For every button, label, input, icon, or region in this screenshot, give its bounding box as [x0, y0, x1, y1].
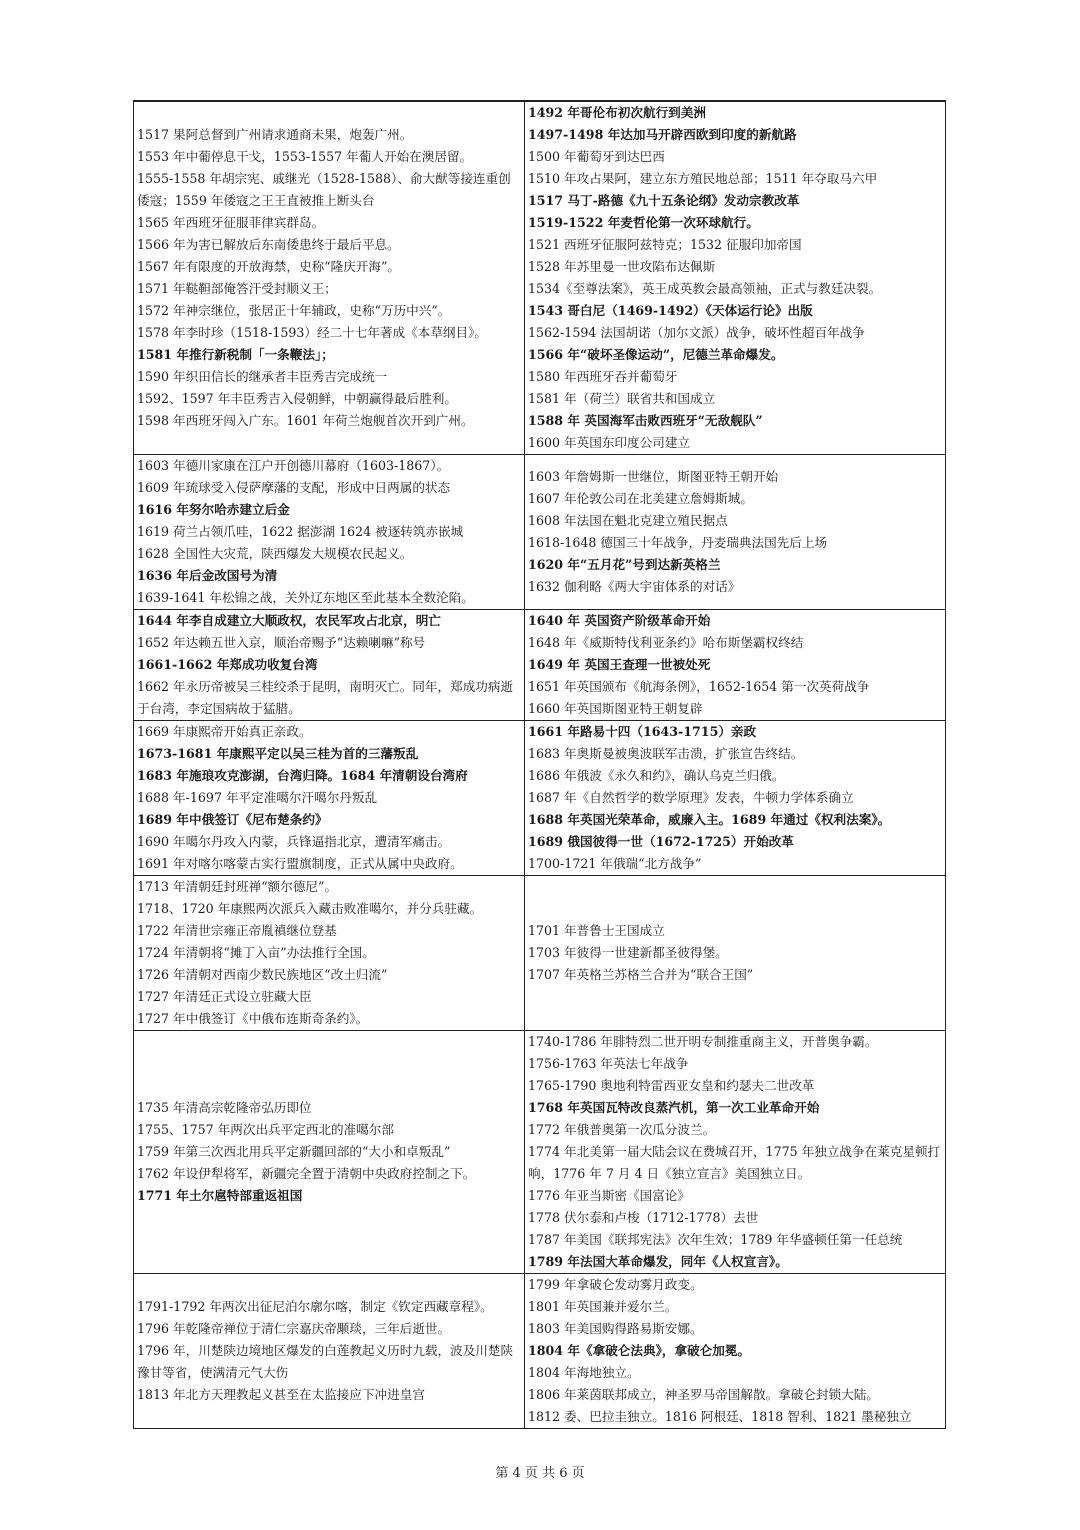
event-line: 1620 年“五月花”号到达新英格兰 — [528, 557, 721, 572]
event-line: 1628 全国性大灾荒，陕西爆发大规模农民起义。 — [137, 546, 413, 561]
event-line: 1619 荷兰占领爪哇，1622 据澎湖 1624 被逐转筑赤嵌城 — [137, 524, 464, 539]
event-line: 1689 俄国彼得一世（1672-1725）开始改革 — [528, 834, 794, 849]
event-line: 1528 年苏里曼一世攻陷布达佩斯 — [528, 259, 716, 274]
event-line: 1669 年康熙帝开始真正亲政。 — [137, 724, 312, 739]
world-events-cell — [525, 1274, 946, 1429]
event-line: 1648 年《威斯特伐利亚条约》哈布斯堡霸权终结 — [528, 635, 804, 650]
event-line: 1791-1792 年两次出征尼泊尔廓尔喀，制定《钦定西藏章程》。 — [137, 1299, 493, 1314]
event-line: 1652 年达赖五世入京，顺治帝赐予“达赖喇嘛”称号 — [137, 635, 426, 650]
event-line: 1562-1594 法国胡诺（加尔文派）战争，破坏性超百年战争 — [528, 325, 865, 340]
event-line: 1803 年美国购得路易斯安娜。 — [528, 1321, 703, 1336]
china-events-cell — [134, 876, 525, 1031]
event-line: 1762 年设伊犁将军，新疆完全置于清朝中央政府控制之下。 — [137, 1166, 476, 1181]
world-events-cell — [525, 610, 946, 721]
event-line: 1755、1757 年两次出兵平定西北的准噶尔部 — [137, 1122, 395, 1137]
world-events-cell — [525, 101, 946, 455]
event-line: 1796 年乾隆帝禅位于清仁宗嘉庆帝颙琰，三年后逝世。 — [137, 1321, 451, 1336]
event-line: 1776 年亚当斯密《国富论》 — [528, 1188, 690, 1203]
event-line: 1724 年清朝将“摊丁入亩”办法推行全国。 — [137, 945, 375, 960]
event-line: 1500 年葡萄牙到达巴西 — [528, 149, 665, 164]
event-line: 1600 年英国东印度公司建立 — [528, 435, 690, 450]
event-line: 1687 年《自然哲学的数学原理》发表，牛顿力学体系确立 — [528, 790, 854, 805]
event-line: 1607 年伦敦公司在北美建立詹姆斯城。 — [528, 491, 753, 506]
timeline-row — [134, 101, 946, 455]
event-line: 1727 年清廷正式设立驻藏大臣 — [137, 989, 312, 1004]
event-line: 1772 年俄普奥第一次瓜分波兰。 — [528, 1122, 716, 1137]
world-events-cell — [525, 455, 946, 610]
event-line: 1683 年施琅攻克澎湖，台湾归降。1684 年清朝设台湾府 — [137, 768, 468, 783]
event-line: 1727 年中俄签订《中俄布连斯奇条约》。 — [137, 1011, 369, 1026]
event-line: 1806 年莱茵联邦成立，神圣罗马帝国解散。拿破仑封锁大陆。 — [528, 1387, 879, 1402]
event-line: 1598 年西班牙闯入广东。1601 年荷兰炮舰首次开到广州。 — [137, 413, 474, 428]
event-line: 1813 年北方天理教起义甚至在太监接应下冲进皇宫 — [137, 1387, 425, 1402]
event-line: 1660 年英国斯图亚特王朝复辟 — [528, 701, 703, 716]
event-line: 1789 年法国大革命爆发，同年《人权宣言》。 — [528, 1254, 788, 1269]
china-events-cell — [134, 455, 525, 610]
china-events-cell — [134, 1031, 525, 1274]
timeline-row — [134, 721, 946, 876]
event-line: 1778 伏尔泰和卢梭（1712-1778）去世 — [528, 1210, 759, 1225]
event-line: 1580 年西班牙吞并葡萄牙 — [528, 369, 678, 384]
event-line: 1688 年英国光荣革命，威廉入主。1689 年通过《权利法案》。 — [528, 812, 891, 827]
event-line: 1691 年对喀尔喀蒙古实行盟旗制度，正式从属中央政府。 — [137, 856, 463, 871]
event-line: 1581 年推行新税制「一条鞭法」； — [137, 347, 334, 362]
event-line: 1555-1558 年胡宗宪、戚继光（1528-1588）、俞大猷等接连重创倭寇；1559 年倭寇之王王直被推上断头台 — [137, 171, 511, 208]
event-line: 1519-1522 年麦哲伦第一次环球航行。 — [528, 215, 759, 230]
event-line: 1640 年 英国资产阶级革命开始 — [528, 613, 711, 628]
event-line: 1787 年美国《联邦宪法》次年生效；1789 年华盛顿任第一任总统 — [528, 1232, 903, 1247]
timeline-table — [133, 100, 946, 1429]
event-line: 1517 果阿总督到广州请求通商未果，炮轰广州。 — [137, 127, 413, 142]
event-line: 1726 年清朝对西南少数民族地区“改土归流” — [137, 967, 388, 982]
event-line: 1616 年努尔哈赤建立后金 — [137, 502, 290, 517]
event-line: 1713 年清朝廷封班禅“额尔德尼”。 — [137, 879, 338, 894]
event-line: 1804 年《拿破仑法典》，拿破仑加冕。 — [528, 1343, 751, 1358]
event-line: 1812 委、巴拉圭独立。1816 阿根廷、1818 智利、1821 墨秘独立 — [528, 1409, 912, 1424]
event-line: 1759 年第三次西北用兵平定新疆回部的“大小和卓叛乱” — [137, 1144, 451, 1159]
timeline-row — [134, 1274, 946, 1429]
event-line: 1700-1721 年俄瑞“北方战争” — [528, 856, 702, 871]
timeline-row — [134, 610, 946, 721]
event-line: 1581 年（荷兰）联省共和国成立 — [528, 391, 716, 406]
event-line: 1609 年琉球受入侵萨摩藩的支配，形成中日两属的状态 — [137, 480, 451, 495]
event-line: 1703 年彼得一世建新都圣彼得堡。 — [528, 945, 728, 960]
event-line: 1756-1763 年英法七年战争 — [528, 1056, 689, 1071]
china-events-cell — [134, 610, 525, 721]
event-line: 1618-1648 德国三十年战争，丹麦瑞典法国先后上场 — [528, 535, 828, 550]
event-line: 1572 年神宗继位，张居正十年辅政，史称“万历中兴”。 — [137, 303, 451, 318]
event-line: 1639-1641 年松锦之战，关外辽东地区至此基本全数沦陷。 — [137, 590, 474, 605]
event-line: 1517 马丁-路德《九十五条论纲》发动宗教改革 — [528, 193, 800, 208]
china-events-cell — [134, 1274, 525, 1429]
event-line: 1521 西班牙征服阿兹特克；1532 征服印加帝国 — [528, 237, 802, 252]
event-line: 1661-1662 年郑成功收复台湾 — [137, 657, 318, 672]
china-events-cell — [134, 721, 525, 876]
timeline-row — [134, 876, 946, 1031]
event-line: 1688 年-1697 年平定准噶尔汗噶尔丹叛乱 — [137, 790, 378, 805]
event-line: 1592、1597 年丰臣秀吉入侵朝鲜，中朝赢得最后胜利。 — [137, 391, 457, 406]
event-line: 1662 年永历帝被吴三桂绞杀于昆明，南明灭亡。同年，郑成功病逝于台湾，李定国病故于猛腊。 — [137, 679, 514, 716]
event-line: 1673-1681 年康熙平定以吴三桂为首的三藩叛乱 — [137, 746, 419, 761]
event-line: 1510 年攻占果阿，建立东方殖民地总部；1511 年夺取马六甲 — [528, 171, 878, 186]
event-line: 1649 年 英国王查理一世被处死 — [528, 657, 711, 672]
event-line: 1603 年德川家康在江户开创德川幕府（1603-1867）。 — [137, 458, 450, 473]
event-line: 1768 年英国瓦特改良蒸汽机，第一次工业革命开始 — [528, 1100, 820, 1115]
world-events-cell — [525, 876, 946, 1031]
event-line: 1651 年英国颁布《航海条例》，1652-1654 第一次英荷战争 — [528, 679, 870, 694]
event-line: 1804 年海地独立。 — [528, 1365, 640, 1380]
event-line: 1567 年有限度的开放海禁，史称“隆庆开海”。 — [137, 259, 401, 274]
event-line: 1632 伽利略《两大宇宙体系的对话》 — [528, 579, 741, 594]
world-events-cell — [525, 1031, 946, 1274]
event-line: 1571 年鞑靼部俺答汗受封顺义王； — [137, 281, 337, 296]
event-line: 1683 年奥斯曼被奥波联军击溃，扩张宣告终结。 — [528, 746, 804, 761]
event-line: 1603 年詹姆斯一世继位，斯图亚特王朝开始 — [528, 469, 779, 484]
event-line: 1801 年英国兼并爱尔兰。 — [528, 1299, 678, 1314]
timeline-row — [134, 455, 946, 610]
event-line: 1796 年，川楚陕边境地区爆发的白莲教起义历时九载，波及川楚陕豫甘等省，使满清元气大伤 — [137, 1343, 514, 1380]
event-line: 1690 年噶尔丹攻入内蒙，兵锋逼指北京，遭清军痛击。 — [137, 834, 451, 849]
event-line: 1718、1720 年康熙两次派兵入藏击败准噶尔，并分兵驻藏。 — [137, 901, 483, 916]
event-line: 1578 年李时珍（1518-1593）经二十七年著成《本草纲目》。 — [137, 325, 487, 340]
event-line: 1771 年土尔扈特部重返祖国 — [137, 1188, 303, 1203]
event-line: 1565 年西班牙征服菲律宾群岛。 — [137, 215, 325, 230]
event-line: 1566 年“破坏圣像运动”，尼德兰革命爆发。 — [528, 347, 784, 362]
page-footer: 第 4 页 共 6 页 — [495, 1466, 585, 1481]
event-line: 1722 年清世宗雍正帝胤禛继位登基 — [137, 923, 337, 938]
event-line: 1689 年中俄签订《尼布楚条约》 — [137, 812, 328, 827]
event-line: 1701 年普鲁士王国成立 — [528, 923, 665, 938]
event-line: 1543 哥白尼（1469-1492）《天体运行论》出版 — [528, 303, 813, 318]
event-line: 1492 年哥伦布初次航行到美洲 — [528, 105, 706, 120]
event-line: 1590 年织田信长的继承者丰臣秀吉完成统一 — [137, 369, 388, 384]
event-line: 1707 年英格兰苏格兰合并为“联合王国” — [528, 967, 754, 982]
timeline-row — [134, 1031, 946, 1274]
event-line: 1686 年俄波《永久和约》，确认乌克兰归俄。 — [528, 768, 785, 783]
event-line: 1799 年拿破仑发动雾月政变。 — [528, 1277, 703, 1292]
event-line: 1661 年路易十四（1643-1715）亲政 — [528, 724, 757, 739]
event-line: 1740-1786 年腓特烈二世开明专制推重商主义，开普奥争霸。 — [528, 1034, 878, 1049]
event-line: 1735 年清高宗乾隆帝弘历即位 — [137, 1100, 312, 1115]
world-events-cell — [525, 721, 946, 876]
event-line: 1566 年为害已解放后东南倭患终于最后平息。 — [137, 237, 400, 252]
event-line: 1636 年后金改国号为清 — [137, 568, 278, 583]
china-events-cell — [134, 101, 525, 455]
event-line: 1608 年法国在魁北克建立殖民据点 — [528, 513, 728, 528]
event-line: 1534《至尊法案》，英王成英教会最高领袖，正式与教廷决裂。 — [528, 281, 882, 296]
event-line: 1644 年李自成建立大顺政权，农民军攻占北京，明亡 — [137, 613, 441, 628]
event-line: 1497-1498 年达加马开辟西欧到印度的新航路 — [528, 127, 797, 142]
event-line: 1553 年中葡停息干戈，1553-1557 年葡人开始在澳居留。 — [137, 149, 473, 164]
event-line: 1774 年北美第一届大陆会议在费城召开，1775 年独立战争在莱克星顿打响，1776 年 7 月 4 日《独立宣言》美国独立日。 — [528, 1144, 941, 1181]
event-line: 1588 年 英国海军击败西班牙“无敌舰队” — [528, 413, 763, 428]
event-line: 1765-1790 奥地利特雷西亚女皇和约瑟夫二世改革 — [528, 1078, 815, 1093]
